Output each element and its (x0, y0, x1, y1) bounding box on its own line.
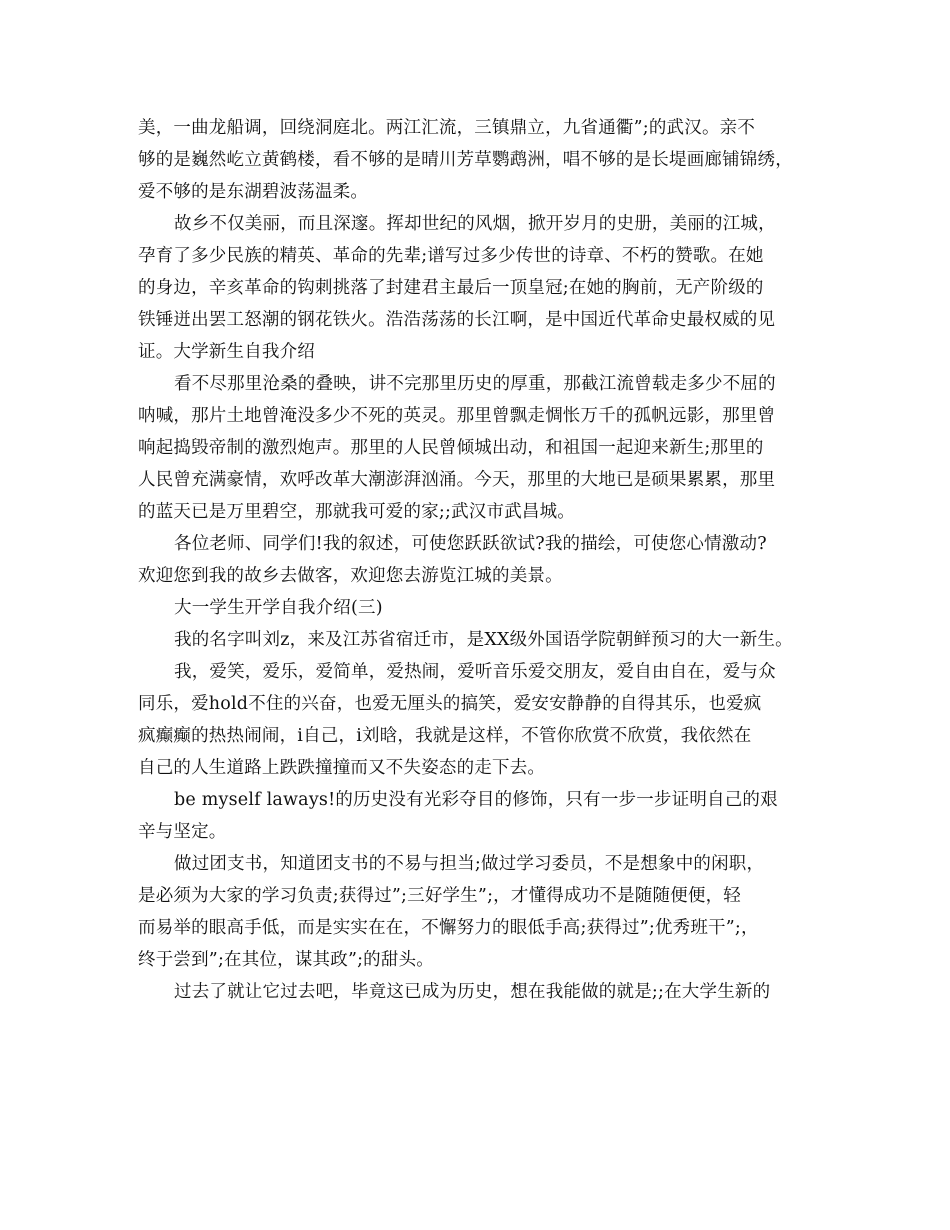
text-line: 做过团支书，知道团支书的不易与担当;做过学习委员，不是想象中的闲职， (174, 854, 765, 874)
text-line: 同乐，爱hold不住的兴奋，也爱无厘头的搞笑，爱安安静静的自得其乐，也爱疯 (138, 694, 762, 714)
text-line: be myself laways!的历史没有光彩夺目的修饰，只有一步一步证明自己的艰 (174, 790, 778, 810)
text-line: 各位老师、同学们!我的叙述，可使您跃跃欲试?我的描绘，可使您心情激动? (174, 534, 767, 554)
text-line: 故乡不仅美丽，而且深邃。挥却世纪的风烟，掀开岁月的史册，美丽的江城， (174, 214, 776, 234)
text-line: 大一学生开学自我介绍(三) (174, 598, 383, 618)
text-line: 响起捣毁帝制的激烈炮声。那里的人民曾倾城出动，和祖国一起迎来新生;那里的 (138, 438, 764, 458)
text-line: 疯癫癫的热热闹闹，i自己，i刘晗，我就是这样，不管你欣赏不欣赏，我依然在 (138, 726, 752, 746)
text-line: 爱不够的是东湖碧波荡温柔。 (138, 182, 369, 202)
text-line: 人民曾充满豪情，欢呼改革大潮澎湃汹涌。今天，那里的大地已是硕果累累，那里 (138, 470, 776, 490)
text-line: 的身边，辛亥革命的钩刺挑落了封建君主最后一顶皇冠;在她的胸前，无产阶级的 (138, 278, 764, 298)
text-line: 终于尝到”;在其位，谋其政”;的甜头。 (138, 950, 434, 970)
text-line: 辛与坚定。 (138, 822, 227, 842)
text-line: 过去了就让它过去吧，毕竟这已成为历史，想在我能做的就是;;在大学生新的 (174, 982, 771, 1002)
text-line: 我，爱笑，爱乐，爱简单，爱热闹，爱听音乐爱交朋友，爱自由自在，爱与众 (174, 662, 776, 682)
text-line: 美，一曲龙船调，回绕洞庭北。两江汇流，三镇鼎立，九省通衢”;的武汉。亲不 (138, 118, 756, 138)
text-line: 看不尽那里沧桑的叠映，讲不完那里历史的厚重，那截江流曾载走多少不屈的 (174, 374, 776, 394)
text-line: 自己的人生道路上跌跌撞撞而又不失姿态的走下去。 (138, 758, 546, 778)
text-line: 证。大学新生自我介绍 (138, 342, 315, 362)
text-line: 是必须为大家的学习负责;获得过”;三好学生”;，才懂得成功不是随随便便，轻 (138, 886, 741, 906)
text-line: 够的是巍然屹立黄鹤楼，看不够的是晴川芳草鹦鹉洲，唱不够的是长堤画廊铺锦绣， (138, 150, 793, 170)
text-line: 欢迎您到我的故乡去做客，欢迎您去游览江城的美景。 (138, 566, 563, 586)
text-line: 我的名字叫刘z，来及江苏省宿迁市，是XX级外国语学院朝鲜预习的大一新生。 (174, 630, 793, 650)
text-line: 的蓝天已是万里碧空，那就我可爱的家;;武汉市武昌城。 (138, 502, 575, 522)
text-line: 而易举的眼高手低，而是实实在在，不懈努力的眼低手高;获得过”;优秀班干”;， (138, 918, 759, 938)
text-line: 呐喊，那片土地曾淹没多少不死的英灵。那里曾飘走惆怅万千的孤帆远影，那里曾 (138, 406, 776, 426)
text-line: 铁锤迸出罢工怒潮的钢花铁火。浩浩荡荡的长江啊，是中国近代革命史最权威的见 (138, 310, 776, 330)
body-text (138, 112, 828, 1008)
text-line: 孕育了多少民族的精英、革命的先辈;谱写过多少传世的诗章、不朽的赞歌。在她 (138, 246, 764, 266)
